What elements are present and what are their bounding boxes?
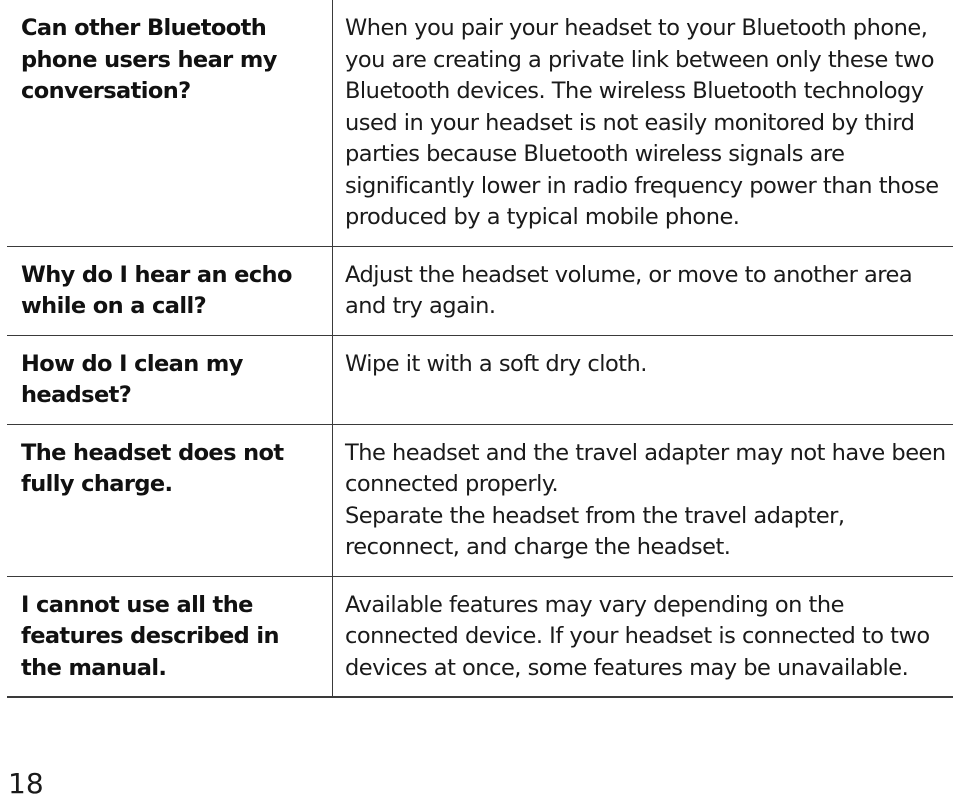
faq-row	[7, 424, 953, 576]
faq-answer-paragraph: Separate the headset from the travel adapter, reconnect, and charge the headset.	[345, 502, 845, 560]
faq-answer	[333, 335, 954, 424]
faq-question: I cannot use all the features described in the manual.	[7, 576, 333, 697]
faq-answer	[333, 246, 954, 335]
faq-question: Why do I hear an echo while on a call?	[7, 246, 333, 335]
faq-answer	[333, 424, 954, 576]
page-number: 18	[8, 767, 44, 800]
faq-row	[7, 246, 953, 335]
faq-row	[7, 0, 953, 246]
faq-question: The headset does not fully charge.	[7, 424, 333, 576]
faq-answer	[333, 0, 954, 246]
faq-answer-paragraph: Wipe it with a soft dry cloth.	[345, 350, 647, 377]
faq-answer-paragraph: Adjust the headset volume, or move to another area and try again.	[345, 261, 913, 319]
faq-question: How do I clean my headset?	[7, 335, 333, 424]
faq-answer	[333, 576, 954, 697]
faq-answer-paragraph: Available features may vary depending on the connected device. If your headset is connected to two devices at once, some features may be unavailable.	[345, 591, 930, 681]
faq-question: Can other Bluetooth phone users hear my conversation?	[7, 0, 333, 246]
faq-row	[7, 335, 953, 424]
faq-answer-paragraph: The headset and the travel adapter may not have been connected properly.	[345, 439, 946, 497]
faq-row	[7, 576, 953, 697]
faq-table	[7, 0, 953, 698]
faq-answer-paragraph: When you pair your headset to your Bluetooth phone, you are creating a private link between only these two Bluetooth devices. The wireless Bluetooth technology used in your headset is not easily monitored by third parties because Bluetooth wireless signals are significantly lower in radio frequency power than those produced by a typical mobile phone.	[345, 15, 939, 230]
